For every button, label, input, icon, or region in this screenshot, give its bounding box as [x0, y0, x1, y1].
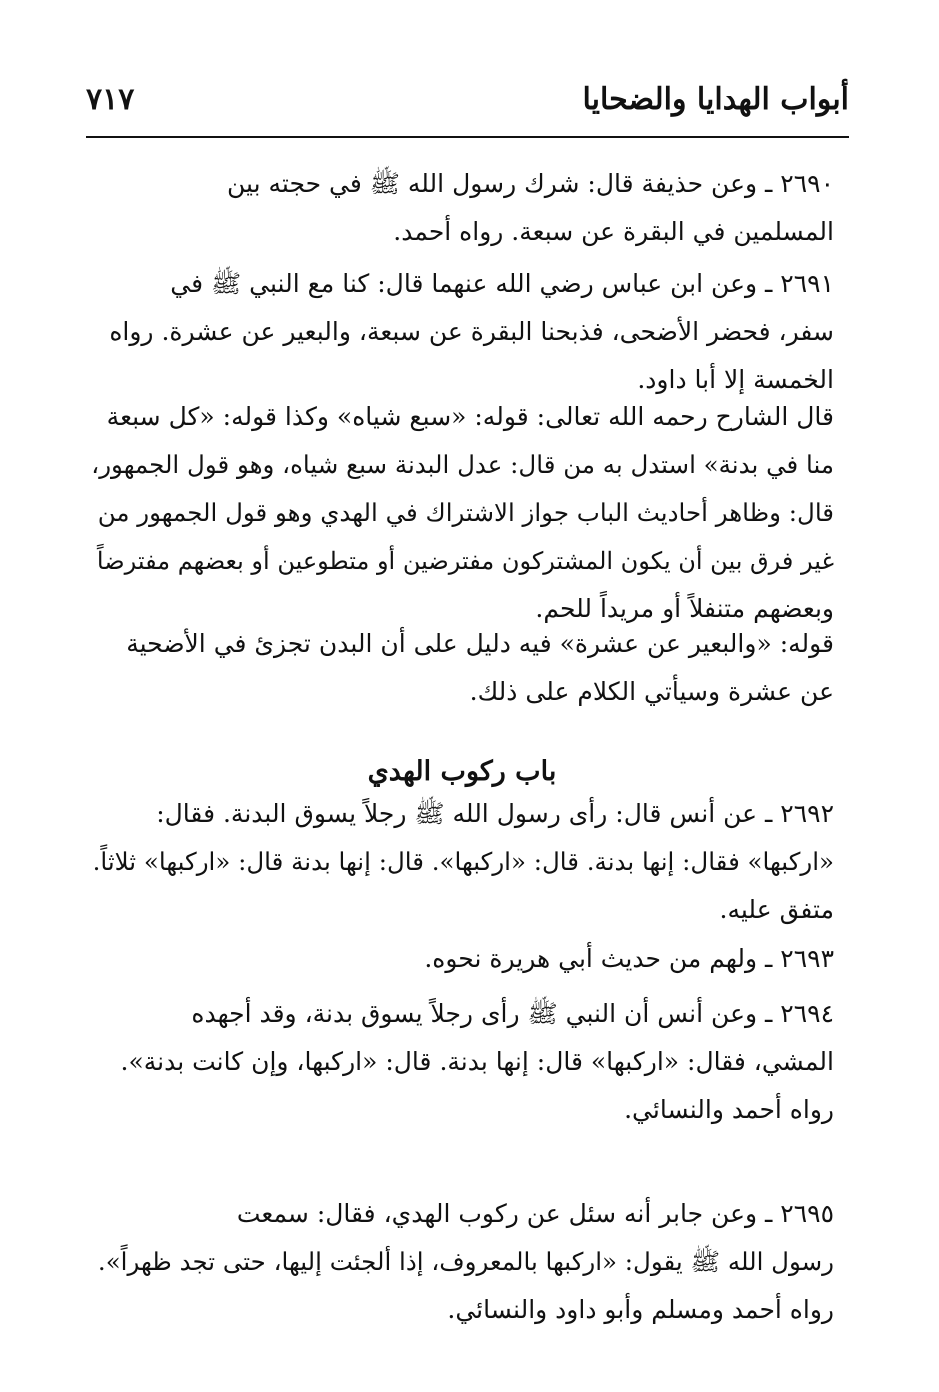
text-line: ٢٦٩٣ ـ ولهم من حديث أبي هريرة نحوه.	[424, 944, 834, 973]
hadith-2690	[90, 160, 834, 256]
hadith-2692	[90, 790, 834, 934]
text-line: المشي، فقال: «اركبها» قال: إنها بدنة. قال: «اركبها، وإن كانت بدنة».	[120, 1047, 834, 1076]
text-line: متفق عليه.	[719, 895, 834, 924]
page-header	[86, 82, 849, 128]
text-line: قال الشارح رحمه الله تعالى: قوله: «سبع شياه» وكذا قوله: «كل سبعة	[106, 402, 834, 431]
header-divider	[86, 136, 849, 138]
text-line: ٢٦٩٢ ـ عن أنس قال: رأى رسول الله ﷺ رجلاً يسوق البدنة. فقال:	[156, 799, 834, 828]
commentary-paragraph	[90, 393, 834, 633]
hadith-2693	[90, 935, 834, 983]
text-line: ٢٦٩٤ ـ وعن أنس أن النبي ﷺ رأى رجلاً يسوق بدنة، وقد أجهده	[191, 999, 834, 1028]
text-line: وبعضهم متنفلاً أو مريداً للحم.	[535, 594, 834, 623]
section-heading: باب ركوب الهدي	[367, 756, 557, 787]
text-line: غير فرق بين أن يكون المشتركون مفترضين أو متطوعين أو بعضهم مفترضاً	[96, 547, 834, 575]
text-line: «اركبها» فقال: إنها بدنة. قال: «اركبها». قال: إنها بدنة قال: «اركبها» ثلاثاً.	[92, 847, 834, 876]
text-line: قال: وظاهر أحاديث الباب جواز الاشتراك في الهدي وهو قول الجمهور من	[97, 498, 834, 527]
text-line: رسول الله ﷺ يقول: «اركبها بالمعروف، إذا ألجئت إليها، حتى تجد ظهراً».	[97, 1247, 834, 1276]
text-line: رواه أحمد والنسائي.	[624, 1095, 834, 1124]
text-line: منا في بدنة» استدل به من قال: عدل البدنة سبع شياه، وهو قول الجمهور،	[91, 450, 834, 479]
text-line: سفر، فحضر الأضحى، فذبحنا البقرة عن سبعة، والبعير عن عشرة. رواه	[109, 317, 834, 346]
commentary-paragraph-2	[90, 620, 834, 716]
hadith-2694	[90, 990, 834, 1134]
text-line: الخمسة إلا أبا داود.	[637, 365, 834, 394]
text-line: رواه أحمد ومسلم وأبو داود والنسائي.	[447, 1295, 834, 1324]
text-line: قوله: «والبعير عن عشرة» فيه دليل على أن البدن تجزئ في الأضحية	[126, 629, 834, 658]
page-number: ٧١٧	[86, 82, 135, 117]
text-line: ٢٦٩٠ ـ وعن حذيفة قال: شرك رسول الله ﷺ في حجته بين	[227, 169, 834, 198]
hadith-2695	[90, 1190, 834, 1334]
text-line: ٢٦٩٥ ـ وعن جابر أنه سئل عن ركوب الهدي، فقال: سمعت	[236, 1199, 834, 1228]
text-line: ٢٦٩١ ـ وعن ابن عباس رضي الله عنهما قال: كنا مع النبي ﷺ في	[170, 269, 834, 298]
text-line: عن عشرة وسيأتي الكلام على ذلك.	[469, 677, 834, 706]
running-title: أبواب الهدايا والضحايا	[582, 82, 849, 117]
hadith-2691	[90, 260, 834, 404]
text-line: المسلمين في البقرة عن سبعة. رواه أحمد.	[393, 217, 834, 246]
